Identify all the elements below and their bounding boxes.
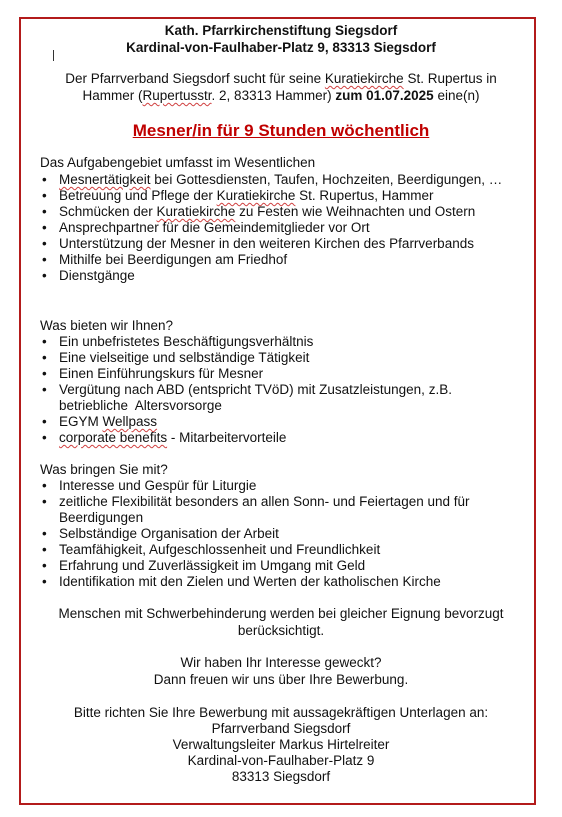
offer-list [41,334,452,446]
list-item: • Schmücken der Kuratiekirche zu Festen wie Weihnachten und Ostern [41,204,502,220]
list-item: • Ein unbefristetes Beschäftigungsverhältnis [41,334,452,350]
list-item: • corporate benefits - Mitarbeitervorteile [41,430,452,446]
list-item: • Dienstgänge [41,268,502,284]
list-item: • Erfahrung und Zuverlässigkeit im Umgang mit Geld [41,558,470,574]
list-item: • Teamfähigkeit, Aufgeschlossenheit und Freundlichkeit [41,542,470,558]
list-item: • Mesnertätigkeit bei Gottesdiensten, Taufen, Hochzeiten, Beerdigungen, … [41,172,502,188]
contact-line-4: Kardinal-von-Faulhaber-Platz 9 [187,753,375,768]
job-title: Mesner/in für 9 Stunden wöchentlich [132,121,430,140]
text-cursor [53,50,54,61]
interest-line-2: Dann freuen wir uns über Ihre Bewerbung. [153,672,409,687]
tasks-heading: Das Aufgabengebiet umfasst im Wesentlichen [40,155,316,170]
list-item: • Identifikation mit den Zielen und Werten der katholischen Kirche [41,574,470,590]
contact-line-1: Bitte richten Sie Ihre Bewerbung mit aussagekräftigen Unterlagen an: [73,705,489,720]
header-organization: Kath. Pfarrkirchenstiftung Siegsdorf [164,23,398,38]
contact-line-3: Verwaltungsleiter Markus Hirtelreiter [172,737,390,752]
disability-note-line-1: Menschen mit Schwerbehinderung werden bei gleicher Eignung bevorzugt [58,606,504,621]
list-item: • Einen Einführungskurs für Mesner [41,366,452,382]
contact-line-2: Pfarrverband Siegsdorf [211,721,351,736]
requirements-heading: Was bringen Sie mit? [40,462,168,477]
requirements-list [41,478,470,590]
intro-line-1: Der Pfarrverband Siegsdorf sucht für seine Kuratiekirche St. Rupertus in [65,71,497,86]
intro-line-2: Hammer (Rupertusstr. 2, 83313 Hammer) zum 01.07.2025 eine(n) [82,88,480,103]
list-item: • Vergütung nach ABD (entspricht TVöD) mit Zusatzleistungen, z.B. betriebliche Altersvorsorge [41,382,452,414]
list-item: • Ansprechpartner für die Gemeindemitglieder vor Ort [41,220,502,236]
list-item: • Eine vielseitige und selbständige Tätigkeit [41,350,452,366]
disability-note-line-2: berücksichtigt. [237,623,325,638]
list-item: • zeitliche Flexibilität besonders an allen Sonn- und Feiertagen und für Beerdigungen [41,494,470,526]
list-item: • Betreuung und Pflege der Kuratiekirche St. Rupertus, Hammer [41,188,502,204]
list-item: • Unterstützung der Mesner in den weiteren Kirchen des Pfarrverbands [41,236,502,252]
list-item: • Selbständige Organisation der Arbeit [41,526,470,542]
tasks-list [41,172,502,284]
contact-line-5: 83313 Siegsdorf [231,769,331,784]
offer-heading: Was bieten wir Ihnen? [40,318,174,333]
interest-line-1: Wir haben Ihr Interesse geweckt? [180,655,382,670]
list-item: • Interesse und Gespür für Liturgie [41,478,470,494]
list-item: • EGYM Wellpass [41,414,452,430]
header-address: Kardinal-von-Faulhaber-Platz 9, 83313 Siegsdorf [126,40,436,55]
list-item: • Mithilfe bei Beerdigungen am Friedhof [41,252,502,268]
